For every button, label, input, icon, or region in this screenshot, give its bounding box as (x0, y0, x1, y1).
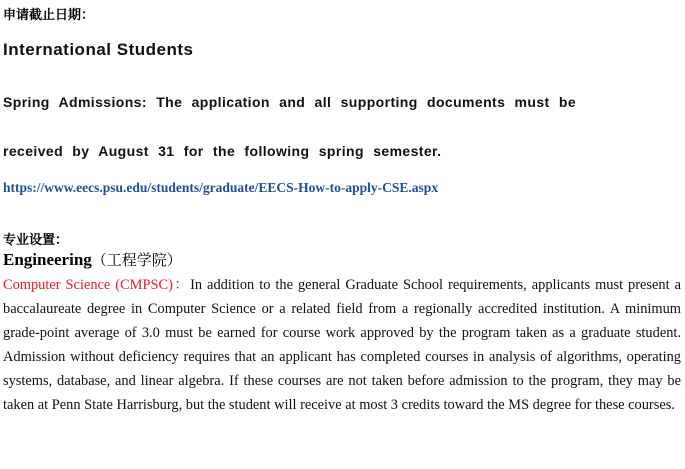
program-description: In addition to the general Graduate School requirements, applicants must present a baccalaureate degree in Computer Science or a related field from a regionally accredited institution. A minimum grade-point average of 3.0 must be earned for course work approved by the program taken as a graduate student. Admission without deficiency requires that an applicant has completed courses in analysis of algorithms, operating systems, database, and linear algebra. If these courses are not taken before admission to the program, they may be taken at Penn State Harrisburg, but the student will receive at most 3 credits toward the MS degree for these courses. (3, 277, 681, 413)
spring-admissions-line-2: received by August 31 for the following spring semester. (3, 143, 442, 159)
college-heading (3, 249, 182, 270)
major-settings-label: 专业设置： (3, 233, 69, 248)
international-students-heading: International Students (3, 40, 194, 59)
program-paragraph (3, 273, 681, 417)
college-name-cn: （工程学院） (91, 251, 182, 269)
apply-link[interactable]: https://www.eecs.psu.edu/students/graduate/EECS-How-to-apply-CSE.aspx (3, 180, 439, 195)
deadline-label: 申请截止日期： (3, 8, 95, 23)
college-name: Engineering (3, 250, 92, 269)
program-name: Computer Science (CMPSC)： (3, 277, 191, 293)
spring-admissions-line-1: Spring Admissions: The application and all supporting documents must be (3, 94, 577, 110)
